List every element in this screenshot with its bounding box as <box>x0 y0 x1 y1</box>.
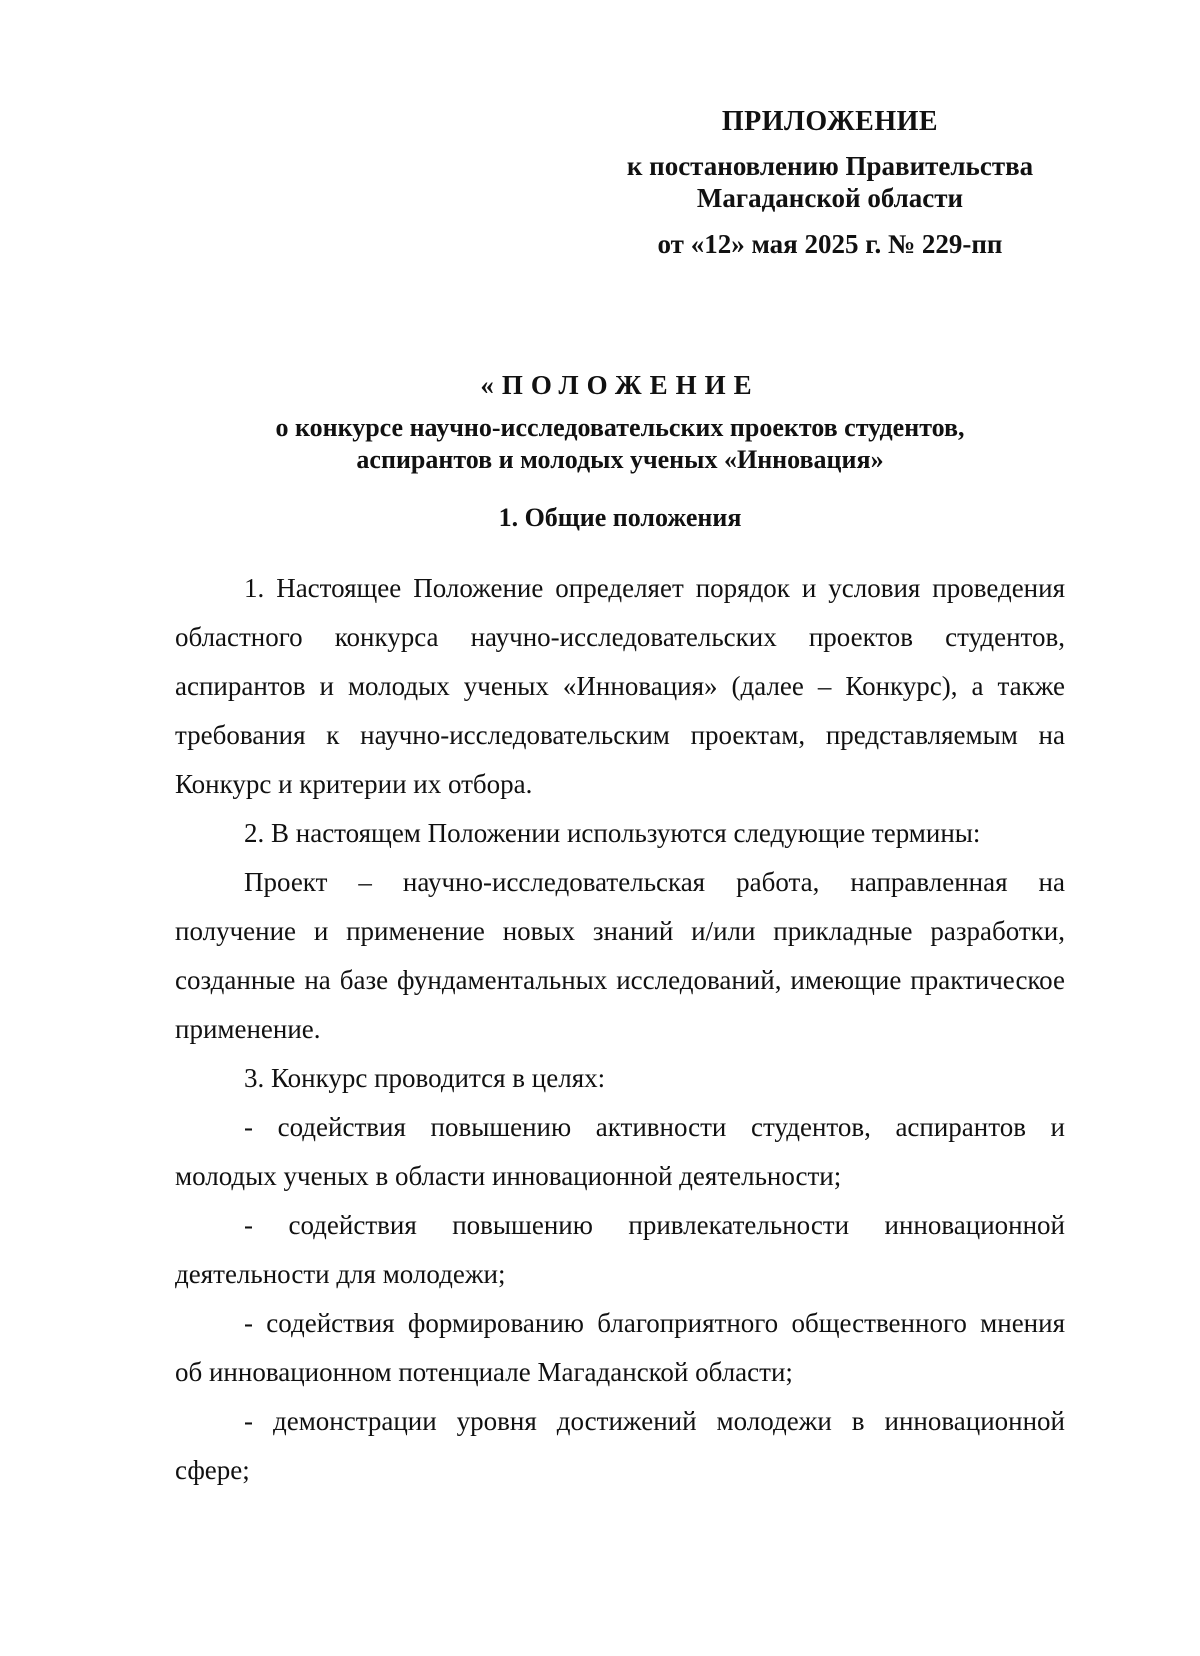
appendix-title: ПРИЛОЖЕНИЕ <box>721 106 939 137</box>
paragraph-6: - содействия повышению привлекательности инновационной деятельности для молодежи; <box>175 1210 1065 1289</box>
paragraph-8: - демонстрации уровня достижений молодежи в инновационной сфере; <box>175 1406 1065 1485</box>
document-subtitle-line-1: о конкурсе научно-исследовательских проектов студентов, <box>275 413 965 442</box>
paragraph-3: Проект – научно-исследовательская работа, направленная на получение и применение новых знаний и/или прикладные разработки, созданные на базе фундаментальных исследований, имеющие практическое применение. <box>175 867 1065 1044</box>
appendix-line-1: к постановлению Правительства <box>626 151 1034 181</box>
appendix-line-2: Магаданской области <box>696 183 964 213</box>
paragraph-2: 2. В настоящем Положении используются следующие термины: <box>244 818 981 848</box>
body-text <box>175 564 1065 1495</box>
document-title: «ПОЛОЖЕНИЕ <box>480 370 760 400</box>
section-heading: 1. Общие положения <box>498 503 742 532</box>
paragraph-4: 3. Конкурс проводится в целях: <box>244 1063 606 1093</box>
paragraph-7: - содействия формированию благоприятного общественного мнения об инновационном потенциале Магаданской области; <box>175 1308 1065 1387</box>
document-subtitle <box>175 412 1065 476</box>
appendix-header <box>600 106 1060 260</box>
document-subtitle-line-2: аспирантов и молодых ученых «Инновация» <box>356 445 884 474</box>
paragraph-5: - содействия повышению активности студентов, аспирантов и молодых ученых в области инновационной деятельности; <box>175 1112 1065 1191</box>
paragraph-1: 1. Настоящее Положение определяет порядок и условия проведения областного конкурса научно-исследовательских проектов студентов, аспирантов и молодых ученых «Инновация» (далее – Конкурс), а также требования к научно-исследовательским проектам, представляемым на Конкурс и критерии их отбора. <box>175 573 1065 799</box>
appendix-date-number: от «12» мая 2025 г. № 229-пп <box>657 229 1003 259</box>
